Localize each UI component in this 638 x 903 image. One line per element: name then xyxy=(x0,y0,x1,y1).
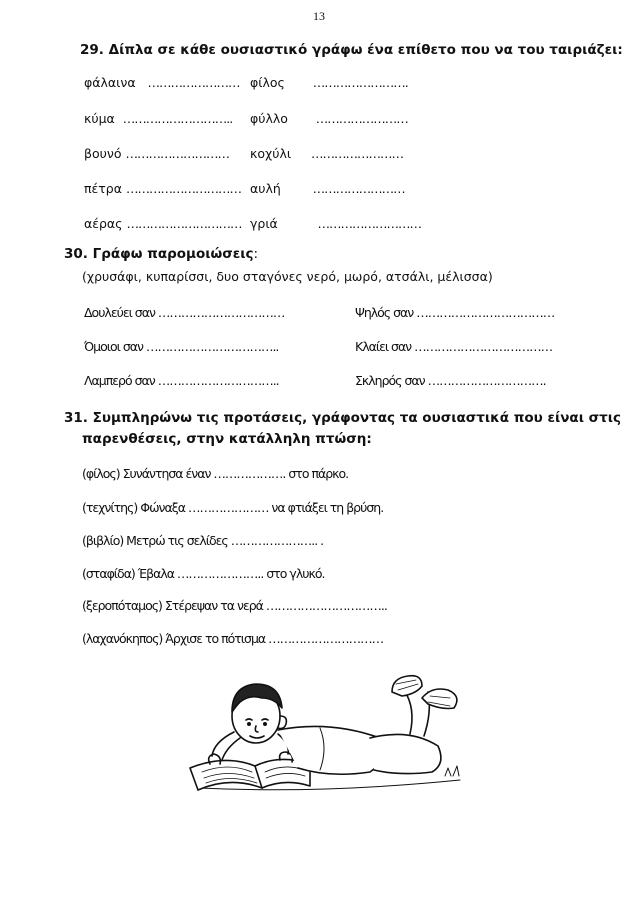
ex29-row-1-left: φάλαινα …………………… xyxy=(84,75,240,90)
ex29-row-5-right: γριά ……………………… xyxy=(250,216,422,231)
exercise-29-title: 29. Δίπλα σε κάθε ουσιαστικό γράφω ένα επίθετο που να του ταιριάζει: xyxy=(80,42,623,58)
ex29-row-1-right: φίλος ……………………. xyxy=(250,75,408,90)
ex29-row-2-left: κύμα ……………………….. xyxy=(84,111,233,126)
ex31-sentence-5[interactable]: (ξεροπόταμος) Στέρεψαν τα νερά ………………………….. xyxy=(82,598,387,613)
page-number: 13 xyxy=(313,9,325,23)
ex30-row-1-right[interactable]: Ψηλός σαν ……………………………… xyxy=(355,305,555,320)
blank-line[interactable]: …………………… xyxy=(310,146,403,161)
ex31-sentence-2[interactable]: (τεχνίτης) Φώναξα ………………… να φτιάξει τη βρύση. xyxy=(82,500,384,515)
exercise-31-title-line-1: 31. Συμπληρώνω τις προτάσεις, γράφοντας τα ουσιαστικά που είναι στις xyxy=(64,410,622,426)
ex31-sentence-1[interactable]: (φίλος) Συνάντησα έναν ………………. στο πάρκο. xyxy=(82,466,349,481)
ex31-sentence-3[interactable]: (βιβλίο) Μετρώ τις σελίδες ………………….. . xyxy=(82,533,324,548)
blank-line[interactable]: ……………………….. xyxy=(122,111,233,126)
exercise-31-title-line-2: παρενθέσεις, στην κατάλληλη πτώση: xyxy=(82,431,372,447)
ex29-row-3-right: κοχύλι …………………… xyxy=(250,146,403,161)
ex31-sentence-6[interactable]: (λαχανόκηπος) Άρχισε το πότισμα ………………………… xyxy=(82,631,384,646)
ex30-row-3-left[interactable]: Λαμπερό σαν ………………………….. xyxy=(84,373,279,388)
ex29-row-5-left: αέρας ………………………… xyxy=(84,216,242,231)
ex30-word-list: (χρυσάφι, κυπαρίσσι, δυο σταγόνες νερό, μωρό, ατσάλι, μέλισσα) xyxy=(82,269,493,284)
ex30-row-3-right[interactable]: Σκληρός σαν …………………………. xyxy=(355,373,546,388)
ex30-row-2-left[interactable]: Όμοιοι σαν …………………………….. xyxy=(84,339,279,354)
exercise-30-title: 30. Γράφω παρομοιώσεις: xyxy=(64,246,259,262)
ex29-row-4-right: αυλή …………………… xyxy=(250,181,405,196)
blank-line[interactable]: …………………… xyxy=(312,181,405,196)
boy-reading-book-icon xyxy=(170,668,480,798)
blank-line[interactable]: ………………………… xyxy=(126,216,242,231)
ex29-row-2-right: φύλλο …………………… xyxy=(250,111,408,126)
blank-line[interactable]: ……………………. xyxy=(312,75,408,90)
ex31-sentence-4[interactable]: (σταφίδα) Έβαλα ………………….. στο γλυκό. xyxy=(82,566,325,581)
ex29-row-3-left: βουνό ……………………… xyxy=(84,146,229,161)
blank-line[interactable]: ……………………… xyxy=(125,146,229,161)
ex30-row-1-left[interactable]: Δουλεύει σαν …………………………… xyxy=(84,305,285,320)
ex29-row-4-left: πέτρα ………………………… xyxy=(84,181,241,196)
blank-line[interactable]: …………………… xyxy=(315,111,408,126)
ex30-row-2-right[interactable]: Κλαίει σαν ……………………………… xyxy=(355,339,553,354)
blank-line[interactable]: ………………………… xyxy=(125,181,241,196)
blank-line[interactable]: …………………… xyxy=(147,75,240,90)
blank-line[interactable]: ……………………… xyxy=(317,216,422,231)
